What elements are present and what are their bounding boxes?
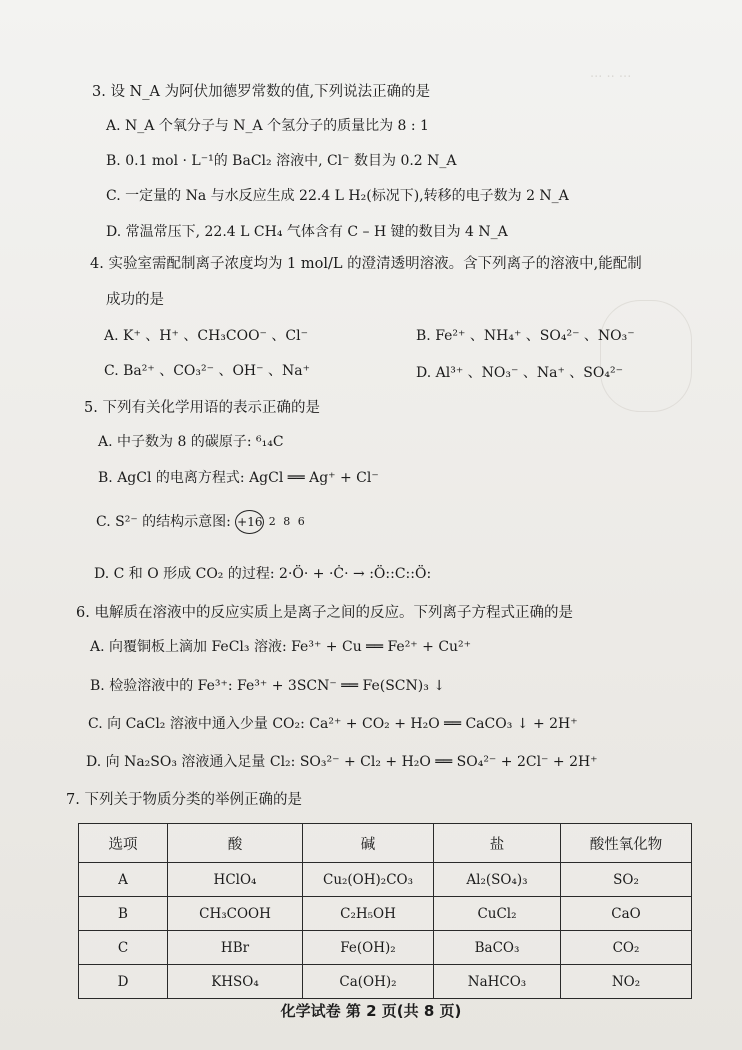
q4-option-d: D. Al³⁺ 、NO₃⁻ 、Na⁺ 、SO₄²⁻ (416, 365, 623, 381)
table-cell: Ca(OH)₂ (303, 965, 434, 999)
q3-option-a: A. N_A 个氧分子与 N_A 个氢分子的质量比为 8 : 1 (106, 118, 429, 134)
table-cell: BaCO₃ (434, 931, 561, 965)
q3-stem: 3. 设 N_A 为阿伏加德罗常数的值,下列说法正确的是 (92, 84, 431, 100)
q4-option-a: A. K⁺ 、H⁺ 、CH₃COO⁻ 、Cl⁻ (104, 328, 308, 344)
table-cell: Fe(OH)₂ (303, 931, 434, 965)
table-cell: Cu₂(OH)₂CO₃ (303, 863, 434, 897)
q6-option-a: A. 向覆铜板上滴加 FeCl₃ 溶液: Fe³⁺ + Cu ══ Fe²⁺ + Cu²⁺ (90, 639, 472, 655)
table-header: 碱 (303, 824, 434, 863)
q6-option-b: B. 检验溶液中的 Fe³⁺: Fe³⁺ + 3SCN⁻ ══ Fe(SCN)₃ ↓ (90, 678, 446, 694)
bleed-through-apparatus (600, 300, 692, 412)
q5-option-c-label: C. S²⁻ 的结构示意图: (96, 514, 231, 530)
table-header: 酸 (168, 824, 303, 863)
q3-option-d: D. 常温常压下, 22.4 L CH₄ 气体含有 C – H 键的数目为 4 N_A (106, 224, 508, 240)
table-header: 盐 (434, 824, 561, 863)
table-cell: NaHCO₃ (434, 965, 561, 999)
q4-stem-cont: 成功的是 (106, 292, 164, 308)
q6-option-c: C. 向 CaCl₂ 溶液中通入少量 CO₂: Ca²⁺ + CO₂ + H₂O ══ CaCO₃ ↓ + 2H⁺ (88, 716, 578, 732)
table-header: 酸性氧化物 (561, 824, 692, 863)
q5-option-c (96, 510, 307, 534)
q5-option-a: A. 中子数为 8 的碳原子: ⁶₁₄C (98, 434, 284, 450)
table-cell: A (79, 863, 168, 897)
bleed-through-text: ··· ·· ··· (590, 70, 632, 85)
table-row (79, 897, 692, 931)
table-header: 选项 (79, 824, 168, 863)
q3-option-b: B. 0.1 mol · L⁻¹的 BaCl₂ 溶液中, Cl⁻ 数目为 0.2 N_A (106, 153, 457, 169)
table-cell: B (79, 897, 168, 931)
table-cell: HBr (168, 931, 303, 965)
table-cell: CH₃COOH (168, 897, 303, 931)
q5-option-b: B. AgCl 的电离方程式: AgCl ══ Ag⁺ + Cl⁻ (98, 470, 379, 486)
table-cell: D (79, 965, 168, 999)
table-cell: CaO (561, 897, 692, 931)
table-cell: SO₂ (561, 863, 692, 897)
table-cell: CO₂ (561, 931, 692, 965)
page-footer: 化学试卷 第 2 页(共 8 页) (280, 1002, 462, 1020)
table-cell: CuCl₂ (434, 897, 561, 931)
table-row (79, 931, 692, 965)
table-cell: HClO₄ (168, 863, 303, 897)
table-cell: NO₂ (561, 965, 692, 999)
table-row (79, 965, 692, 999)
q4-option-b: B. Fe²⁺ 、NH₄⁺ 、SO₄²⁻ 、NO₃⁻ (416, 328, 635, 344)
table-cell: Al₂(SO₄)₃ (434, 863, 561, 897)
table-cell: KHSO₄ (168, 965, 303, 999)
q5-stem: 5. 下列有关化学用语的表示正确的是 (84, 400, 320, 416)
table-row (79, 863, 692, 897)
q4-stem: 4. 实验室需配制离子浓度均为 1 mol/L 的澄清透明溶液。含下列离子的溶液中,能配制 (90, 256, 642, 272)
table-cell: C (79, 931, 168, 965)
q6-stem: 6. 电解质在溶液中的反应实质上是离子之间的反应。下列离子方程式正确的是 (76, 605, 573, 621)
q7-stem: 7. 下列关于物质分类的举例正确的是 (66, 792, 302, 808)
nucleus-icon: +16 (235, 510, 264, 534)
q3-option-c: C. 一定量的 Na 与水反应生成 22.4 L H₂(标况下),转移的电子数为 2 N_A (106, 188, 569, 204)
q5-option-d: D. C 和 O 形成 CO₂ 的过程: 2·Ö· + ·Ċ· → :Ö::C::Ö: (94, 566, 432, 582)
q4-option-c: C. Ba²⁺ 、CO₃²⁻ 、OH⁻ 、Na⁺ (104, 363, 310, 379)
q6-option-d: D. 向 Na₂SO₃ 溶液通入足量 Cl₂: SO₃²⁻ + Cl₂ + H₂O ══ SO₄²⁻ + 2Cl⁻ + 2H⁺ (86, 754, 598, 770)
table-cell: C₂H₅OH (303, 897, 434, 931)
classification-table (78, 823, 692, 999)
table-header-row (79, 824, 692, 863)
electron-shells: 2 8 6 (268, 515, 307, 528)
